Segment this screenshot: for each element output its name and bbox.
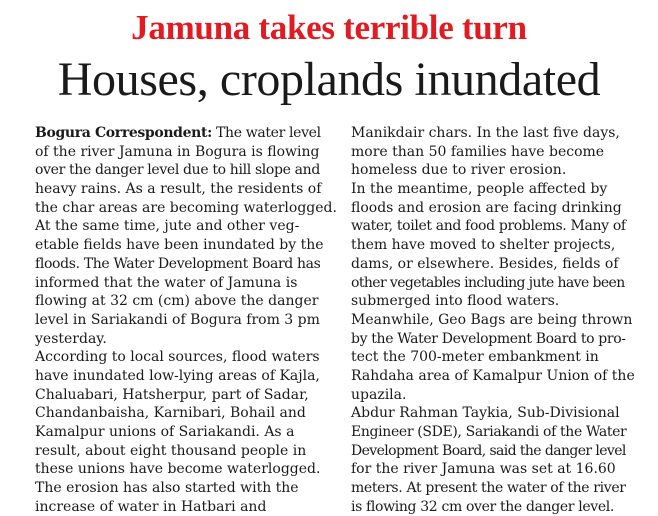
kicker-headline: Jamuna takes terrible turn (131, 8, 527, 47)
article-line: tect the 700-meter embankment in (351, 349, 599, 366)
article-line: the char areas are becoming waterlogged. (35, 199, 337, 216)
article-line: have inundated low-lying areas of Kajla, (35, 367, 320, 384)
article-line: flowing at 32 cm (cm) above the danger (35, 293, 319, 310)
article-line: According to local sources, flood waters (35, 349, 320, 366)
article-line: of the river Jamuna in Bogura is flowing (35, 143, 320, 160)
article-line: Manikdair chars. In the last five days, (351, 125, 620, 141)
article-line: etable fields have been inundated by the (35, 237, 324, 254)
article-line: In the meantime, people affected by (351, 181, 608, 198)
article-line: these unions have become waterlogged. (35, 461, 321, 478)
article-line: submerged into flood waters. (351, 293, 560, 310)
article-line: is flowing 32 cm over the danger level. (351, 498, 615, 515)
article-line: Chaluabari, Hatsherpur, part of Sadar, (35, 386, 309, 403)
article-line (35, 124, 335, 143)
article-line: more than 50 families have become (351, 143, 605, 160)
article-line: for the river Jamuna was set at 16.60 (351, 461, 616, 478)
article-line: Engineer (SDE), Sariakandi of the Water (351, 424, 627, 440)
main-headline: Houses, croplands inundated (57, 53, 601, 106)
article-line: other vegetables including jute have been (351, 274, 625, 291)
article-line: The erosion has also started with the (35, 480, 299, 497)
article-line: level in Sariakandi of Bogura from 3 pm (35, 311, 320, 328)
article-line: Rahdaha area of Kamalpur Union of the (351, 367, 635, 384)
article-line: by the Water Development Board to pro- (351, 330, 626, 347)
article-line: floods and erosion are facing drinking (351, 199, 622, 216)
article-line: water, toilet and food problems. Many of (351, 218, 626, 235)
article-line: over the danger level due to hill slope and (35, 162, 320, 179)
article-line: informed that the water of Jamuna is (35, 274, 298, 291)
article-line: Abdur Rahman Taykia, Sub-Divisional (351, 405, 620, 422)
article-line: meters. At present the water of the river (351, 480, 626, 497)
article-column-left (35, 124, 335, 516)
article-line: At the same time, jute and other veg- (35, 218, 300, 235)
article-line: floods. The Water Development Board has (35, 255, 321, 272)
article-line: Meanwhile, Geo Bags are being thrown (351, 311, 633, 328)
article-column-right (351, 124, 651, 516)
article-line: result, about eight thousand people in (35, 442, 307, 459)
article-line: dams, or elsewhere. Besides, fields of (351, 255, 619, 272)
article-line-text: The water level (211, 125, 321, 141)
article-line: upazila. (351, 386, 407, 403)
article-line: yesterday. (35, 330, 107, 347)
article-line: Chandanbaisha, Karnibari, Bohail and (35, 405, 306, 422)
byline: Bogura Correspondent: (35, 125, 212, 141)
article-line: Development Board, said the danger level (351, 442, 626, 459)
article-line: Kamalpur unions of Sariakandi. As a (35, 424, 295, 440)
article-line: heavy rains. As a result, the residents of (35, 181, 322, 198)
article-line: homeless due to river erosion. (351, 162, 567, 179)
article-line: them have moved to shelter projects, (351, 237, 616, 254)
article-line: increase of water in Hatbari and (35, 498, 267, 515)
